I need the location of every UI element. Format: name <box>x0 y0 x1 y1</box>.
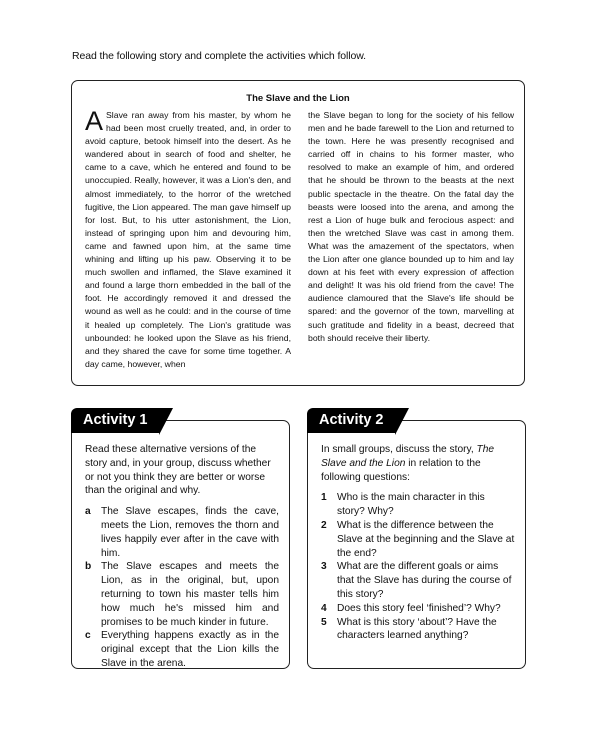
activity-1-box <box>71 412 290 669</box>
list-item-text: Does this story feel ‘finished’? Why? <box>337 602 501 614</box>
list-item <box>321 616 515 644</box>
list-item-text: The Slave escapes and meets the Lion, as in the original, but, upon returning to town his master tells him how much he's missed him and promises to be much kinder in future. <box>101 561 279 628</box>
activity-2-list <box>321 491 515 643</box>
list-item <box>321 560 515 601</box>
instructions-text: Read the following story and complete the activities which follow. <box>72 50 366 62</box>
activity-1-heading: Activity 1 <box>71 408 159 433</box>
story-box <box>71 80 525 386</box>
list-marker: 5 <box>321 616 327 628</box>
list-item-text: Everything happens exactly as in the original except that the Lion kills the Slave in the arena. <box>101 630 279 669</box>
list-marker: c <box>85 630 91 642</box>
story-text-right: the Slave began to long for the society of his fellow men and he bade farewell to the Lion and returned to the town. Here he was presently recognised and carried off in chains to his former master, who resolved to make an example of him, and ordered that he should be thrown to the beasts at the next public spectacle in the theatre. On the fatal day the beasts were loosed into the arena, and among the rest a Lion of huge bulk and ferocious aspect: and then the wretched Slave was cast in among them. What was the amazement of the spectators, when the Lion after one glance bounded up to him and lay down at his feet with every expression of affection and delight! It was his old friend from the cave! The audience clamoured that the Slave's life should be spared: and the governor of the town, marvelling at such gratitude and fidelity in a beast, decreed that both should receive their liberty. <box>308 110 514 343</box>
list-item <box>85 560 279 629</box>
list-item-text: What are the different goals or aims that the Slave has during the course of this story? <box>337 561 512 600</box>
activity-2-intro <box>321 443 515 484</box>
list-item-text: What is this story ‘about’? Have the characters learned anything? <box>337 616 497 642</box>
list-item <box>321 602 515 616</box>
list-item-text: The Slave escapes, finds the cave, meets the Lion, removes the thorn and lives happily ever after in the cave with him. <box>101 506 279 559</box>
activity-2-intro-title: The Slave and the Lion <box>321 444 495 469</box>
activity-1-list <box>85 505 279 671</box>
activity-2-box <box>307 412 526 669</box>
list-marker: 3 <box>321 561 327 573</box>
activity-2-heading: Activity 2 <box>307 408 395 433</box>
list-marker: 1 <box>321 492 327 504</box>
activity-1-body <box>85 443 279 671</box>
activity-2-intro-start: In small groups, discuss the story, <box>321 444 477 455</box>
activity-2-body <box>321 443 515 643</box>
list-marker: a <box>85 506 91 518</box>
list-item <box>321 519 515 560</box>
list-item-text: What is the difference between the Slave at the beginning and the Slave at the end? <box>337 519 515 559</box>
list-item <box>85 629 279 670</box>
list-item-text: Who is the main character in this story? Why? <box>337 492 485 518</box>
list-marker: b <box>85 561 92 573</box>
story-title: The Slave and the Lion <box>246 93 350 104</box>
list-item <box>85 505 279 560</box>
drop-cap: A <box>85 106 104 136</box>
story-text-left: Slave ran away from his master, by whom he had been most cruelly treated, and, in order to avoid capture, betook himself into the desert. As he wandered about in search of food and shelter, he came to a cave, which he entered and found to be unoccupied. Really, however, it was a Lion's den, and almost immediately, to the horror of the wretched fugitive, the Lion appeared. The man gave himself up for lost. But, to his utter astonishment, the Lion, instead of springing upon him and devouring him, came and fawned upon him, at the same time whining and lifting up his paw. Observing it to be much swollen and inflamed, the Slave examined it and found a large thorn embedded in the ball of the foot. He accordingly removed it and dressed the wound as well as he could: and in the course of time it healed up completely. The Lion's gratitude was unbounded: he looked upon the Slave as his friend, and they shared the cave for some time together. A day came, however, when <box>85 110 291 369</box>
list-marker: 4 <box>321 602 327 614</box>
story-column-left <box>85 106 291 371</box>
activity-1-intro: Read these alternative versions of the story and, in your group, discuss whether or not you think they are better or worse than the original and why. <box>85 444 271 497</box>
activity-2-intro-end: in relation to the following questions: <box>321 457 481 483</box>
list-marker: 2 <box>321 519 327 531</box>
story-column-right <box>308 109 514 345</box>
list-item <box>321 491 515 519</box>
